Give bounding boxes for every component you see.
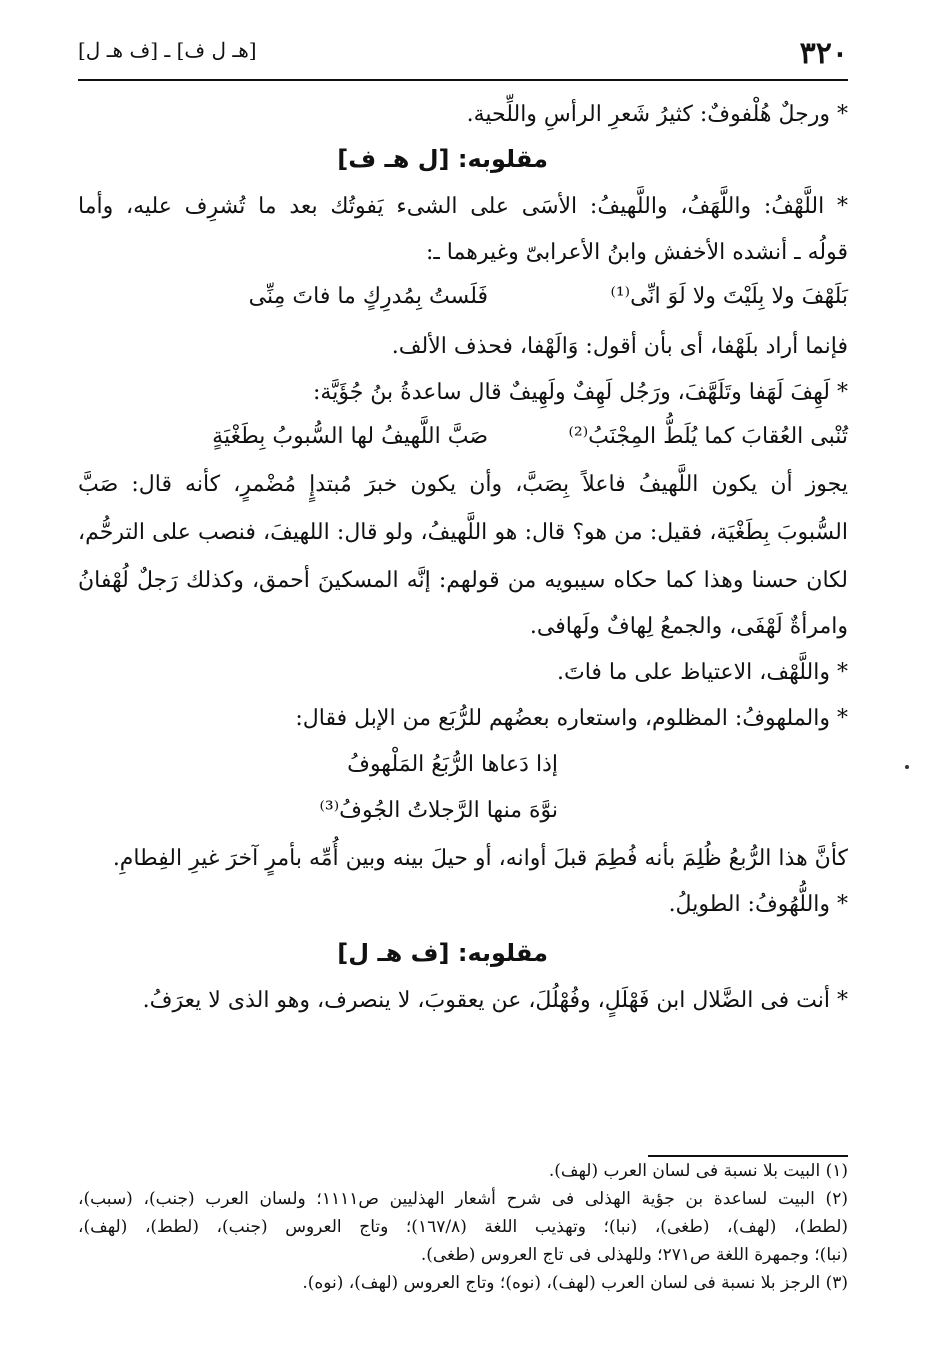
page-header: [78, 30, 848, 80]
section-heading: مقلوبه: [ف هـ ل]: [337, 939, 548, 967]
page-speck: [905, 765, 909, 769]
footnote: (نبا)؛ وجمهرة اللغة ص٢٧١؛ وللهذلى فى تاج العروس (طغى).: [420, 1245, 848, 1265]
footnote: (١) البيت بلا نسبة فى لسان العرب (لهف).: [548, 1161, 848, 1181]
verse-hemistich: تُنْبى العُقابَ كما يُلَطُّ المِجْنَبُ⁽²⁾: [568, 424, 848, 449]
page-number: ٣٢٠: [799, 36, 848, 71]
text-line: السُّبوبَ بِطَغْيَة، فقيل: من هو؟ قال: هو اللَّهيفُ، ولو قال: اللهيفَ، فنصب على الترحُّم،: [78, 520, 848, 545]
header-divider: [78, 79, 848, 81]
running-head: [هـ ل ف] ـ [ف هـ ل]: [78, 38, 257, 62]
text-line: وامرأةٌ لَهْفَى، والجمعُ لِهافٌ ولَهافى.: [529, 614, 848, 639]
text-line: يجوز أن يكون اللَّهيفُ فاعلاً بِصَبَّ، وأن يكون خبرَ مُبتدإٍ مُضْمرٍ، كأنه قال: صَبَّ: [78, 472, 848, 497]
footnote: (لطط)، (لهف)، (طغى)، (نبا)؛ وتهذيب اللغة (١٦٧/٨)؛ وتاج العروس (جنب)، (لطط)، (لهف)،: [78, 1217, 849, 1237]
verse-line: إذا دَعاها الرُّبَعُ المَلْهوفُ: [347, 752, 558, 777]
verse-hemistich: بَلَهْفَ ولا بِلَيْتَ ولا لَوَ انِّى⁽¹⁾: [610, 284, 848, 309]
text-line: * ورجلٌ هُلْفوفٌ: كثيرُ شَعرِ الرأسِ واللِّحية.: [466, 102, 848, 127]
text-line: * أنت فى الضَّلال ابن فَهْلَلٍ، وفُهْلُلَ، عن يعقوبَ، لا ينصرف، وهو الذى لا يعرَفُ.: [142, 988, 848, 1013]
verse-hemistich: فَلَستُ بِمُدرِكٍ ما فاتَ مِنِّى: [248, 284, 488, 309]
text-line: * والملهوفُ: المظلوم، واستعاره بعضُهم للرُّبَع من الإبل فقال:: [295, 706, 848, 731]
text-line: * واللَّهْف، الاعتياظ على ما فاتَ.: [557, 660, 848, 685]
footnote-divider: [648, 1155, 848, 1157]
verse-line: نوَّهَ منها الرَّجلاتُ الجُوفُ⁽³⁾: [319, 798, 558, 823]
text-line: قولُه ـ أنشده الأخفش وابنُ الأعرابىّ وغيرهما ـ:: [425, 240, 848, 265]
text-line: فإنما أراد بلَهْفا، أى بأن أقول: وَالَهْفا، فحذف الألف.: [391, 334, 848, 359]
footnote: (٣) الرجز بلا نسبة فى لسان العرب (لهف)، (نوه)؛ وتاج العروس (لهف)، (نوه).: [302, 1273, 848, 1293]
text-line: * لَهِفَ لَهَفا وتَلَهَّفَ، ورَجُل لَهِفٌ ولَهِيفٌ قال ساعدةُ بنُ جُؤَيَّة:: [313, 380, 848, 405]
footnote: (٢) البيت لساعدة بن جؤية الهذلى فى شرح أشعار الهذليين ص١١١١؛ ولسان العرب (جنب)، (سبب)،: [78, 1189, 848, 1209]
text-line: لكان حسنا وهذا كما حكاه سيبويه من قولهم: إنَّه المسكينَ أحمق، وكذلك رَجلٌ لُهْفانُ: [78, 568, 848, 593]
section-heading: مقلوبه: [ل هـ ف]: [337, 145, 548, 173]
verse-hemistich: صَبَّ اللَّهيفُ لها السُّبوبُ بِطَغْيَةٍ: [212, 424, 488, 449]
text-line: كأنَّ هذا الرُّبعُ ظُلِمَ بأنه فُطِمَ قبلَ أوانه، أو حيلَ بينه وبين أُمِّه بأمرٍ آخرَ غيرِ الفِطامِ.: [112, 846, 848, 871]
text-line: * واللُّهُوفُ: الطويلُ.: [668, 892, 848, 917]
text-line: * اللَّهْفُ: واللَّهَفُ، واللَّهيفُ: الأسَى على الشىء يَفوتُك بعد ما تُشرِف عليه، وأما: [78, 194, 848, 219]
